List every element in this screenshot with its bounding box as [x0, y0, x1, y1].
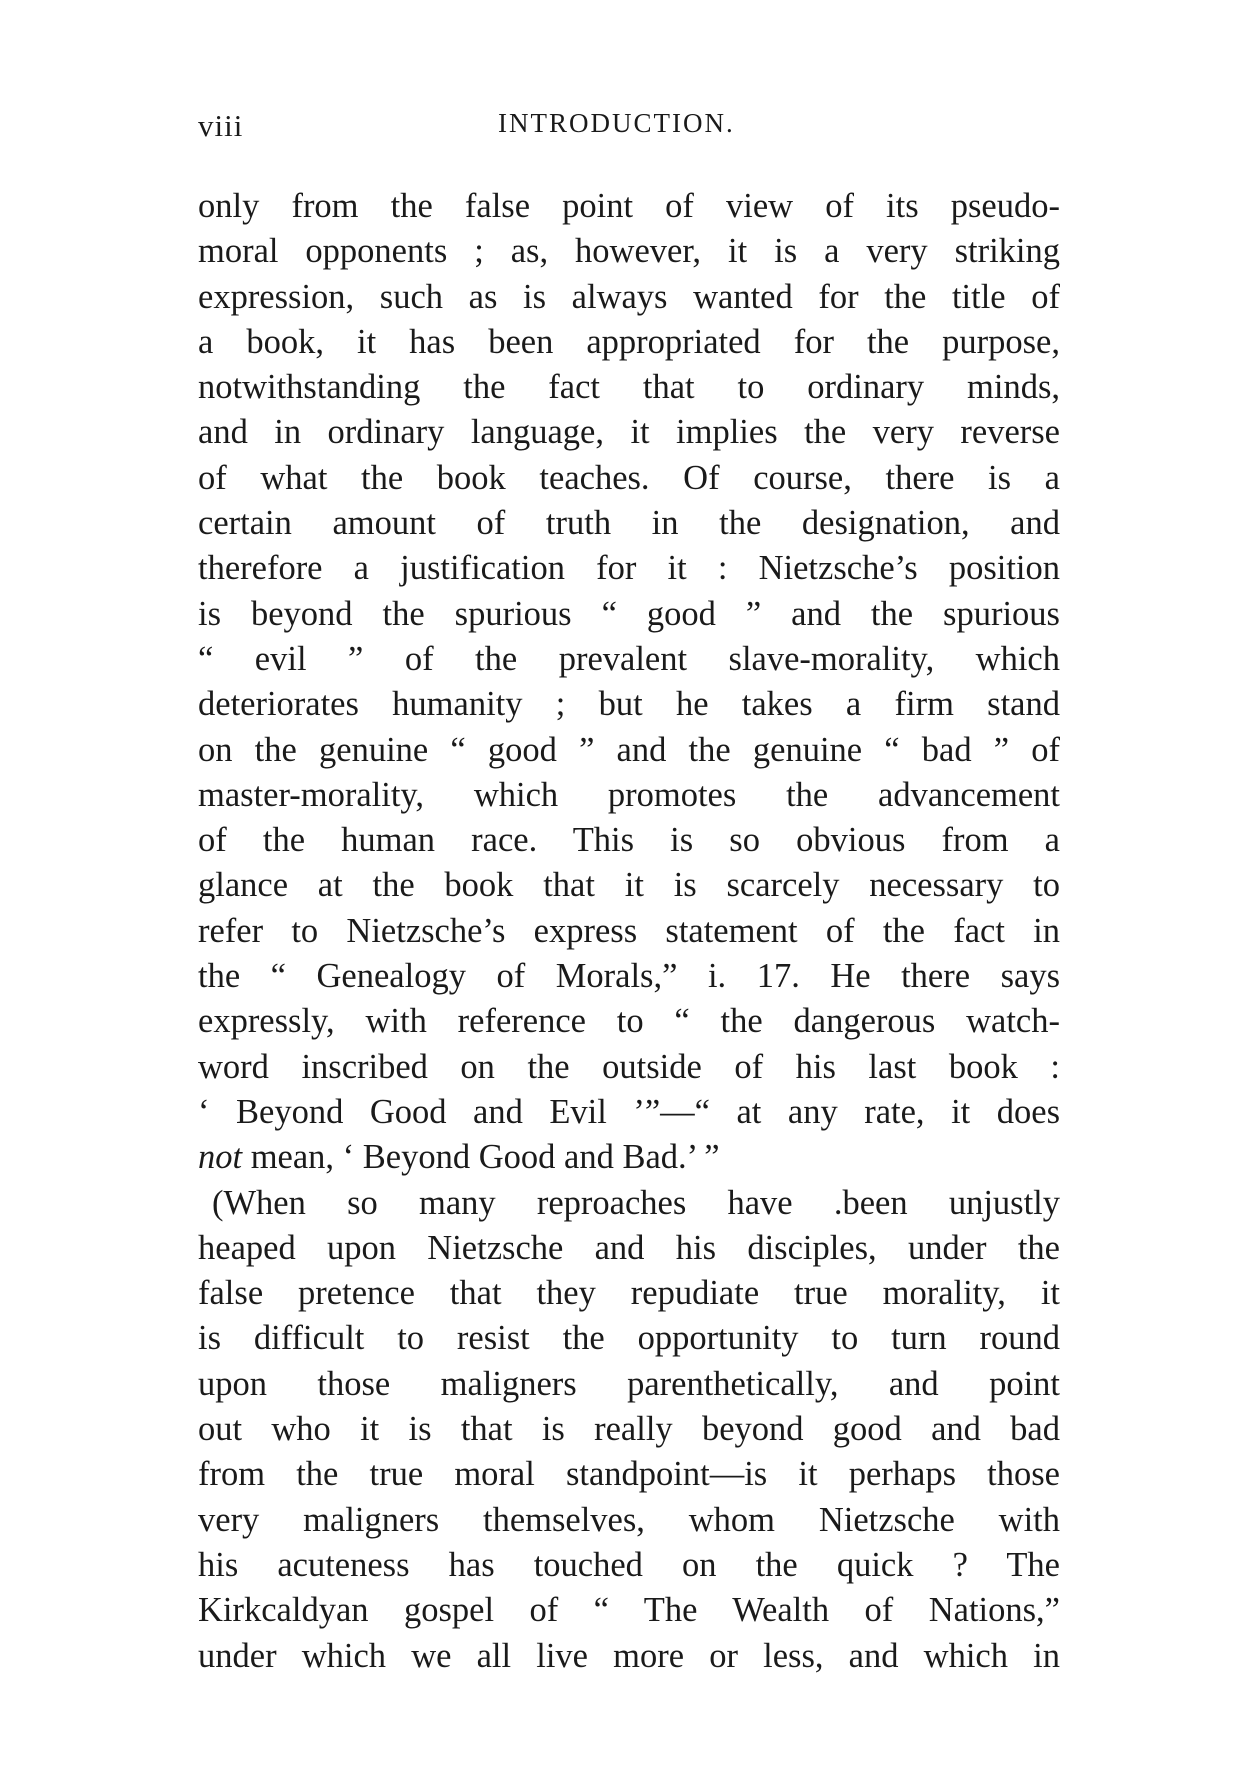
text-line: and in ordinary language, it implies the very reverse [198, 413, 1060, 452]
text-line: word inscribed on the outside of his last book : [198, 1047, 1060, 1086]
text-line: his acuteness has touched on the quick ? The [198, 1545, 1060, 1584]
text-line: moral opponents ; as, however, it is a very striking [198, 232, 1060, 271]
text-line: master-morality, which promotes the advancement [198, 775, 1060, 814]
text-line: ‘ Beyond Good and Evil ’”—“ at any rate, it does [198, 1092, 1060, 1131]
text-line: false pretence that they repudiate true morality, it [198, 1274, 1060, 1313]
paragraph-first-line: (When so many reproaches have .been unjustly [212, 1183, 1060, 1222]
text-line: under which we all live more or less, and which in [198, 1636, 1060, 1675]
text-line: certain amount of truth in the designation, and [198, 504, 1060, 543]
text-line: only from the false point of view of its pseudo- [198, 187, 1060, 225]
text-line [198, 1135, 1060, 1180]
text-line: upon those maligners parenthetically, and point [198, 1364, 1060, 1403]
text-line: Kirkcaldyan gospel of “ The Wealth of Nations,” [198, 1591, 1060, 1630]
text-line: from the true moral standpoint—is it perhaps those [198, 1455, 1060, 1494]
text-line: heaped upon Nietzsche and his disciples, under the [198, 1228, 1060, 1267]
text-line: glance at the book that it is scarcely necessary to [198, 866, 1060, 905]
text-line: a book, it has been appropriated for the purpose, [198, 322, 1060, 361]
running-head: INTRODUCTION. [498, 108, 735, 138]
text-line: expressly, with reference to “ the dangerous watch- [198, 1002, 1060, 1041]
text-line: notwithstanding the fact that to ordinary minds, [198, 368, 1060, 407]
text-line: on the genuine “ good ” and the genuine “ bad ” of [198, 730, 1060, 769]
text-line: “ evil ” of the prevalent slave-morality, which [198, 639, 1060, 678]
text-line: deteriorates humanity ; but he takes a firm stand [198, 685, 1060, 724]
text-line: is difficult to resist the opportunity to turn round [198, 1319, 1060, 1358]
text-line: of the human race. This is so obvious from a [198, 821, 1060, 860]
text-line: is beyond the spurious “ good ” and the spurious [198, 594, 1060, 633]
page-number: viii [198, 108, 244, 143]
italic-emphasis: not [198, 1138, 243, 1177]
text-line: out who it is that is really beyond good and bad [198, 1410, 1060, 1449]
text-line: expression, such as is always wanted for the title of [198, 277, 1060, 316]
text-line: therefore a justification for it : Nietzsche’s position [198, 549, 1060, 588]
body-text [198, 184, 1060, 1679]
text-line: the “ Genealogy of Morals,” i. 17. He there says [198, 957, 1060, 996]
text-line: refer to Nietzsche’s express statement of the fact in [198, 911, 1060, 950]
text-line: very maligners themselves, whom Nietzsche with [198, 1500, 1060, 1539]
page-header [198, 108, 1060, 148]
text-span: mean, ‘ Beyond Good and Bad.’ ” [242, 1138, 720, 1177]
text-line: of what the book teaches. Of course, there is a [198, 458, 1060, 497]
